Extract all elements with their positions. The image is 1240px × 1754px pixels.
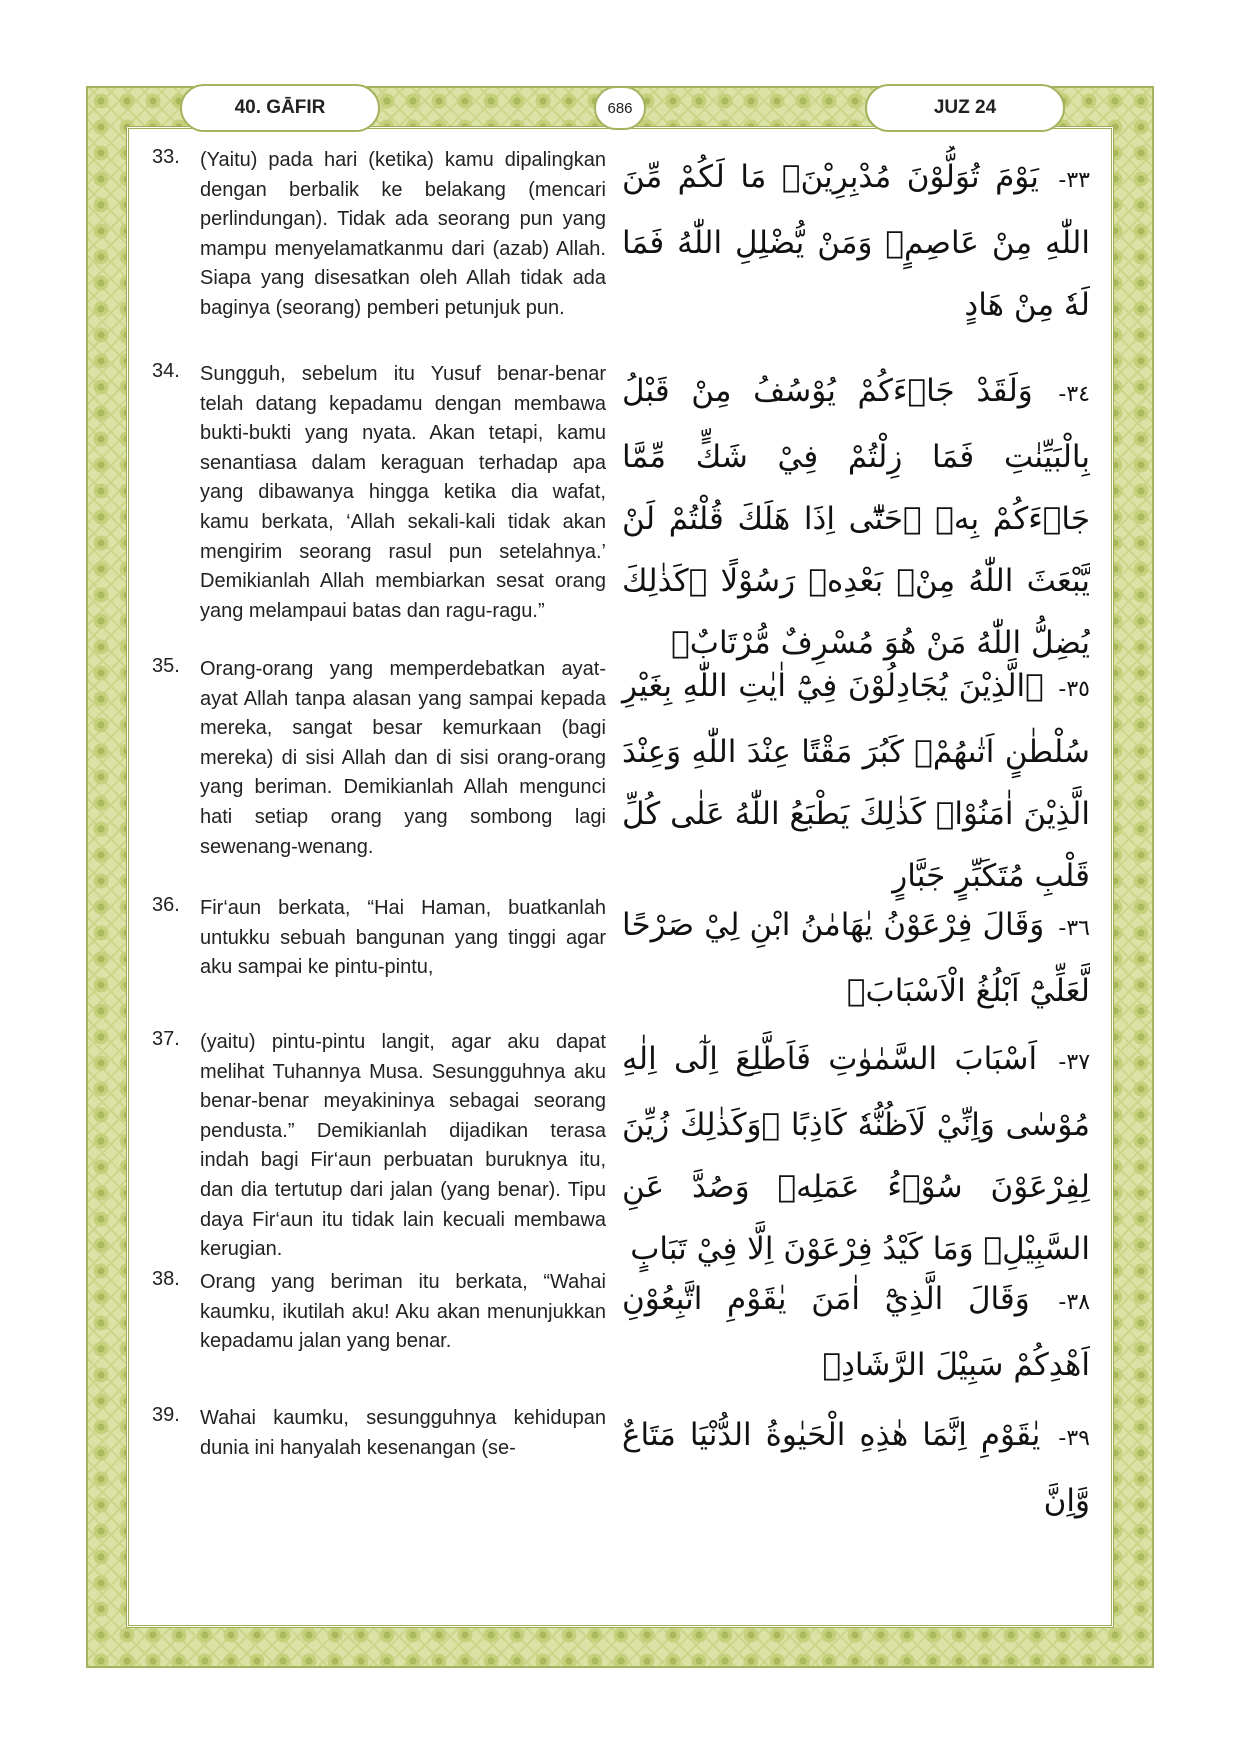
translation-block: [150, 655, 606, 862]
translation-text: Wahai kaumku, sesungguhnya kehidupan dunia ini hanyalah kesenangan (se-: [200, 1407, 606, 1459]
arabic-verse-number: ٣٥-: [1058, 677, 1090, 702]
translation-text: Fir‘aun berkata, “Hai Haman, buatkanlah untukku sebuah bangunan yang tinggi agar aku sampai ke pintu-pintu,: [200, 897, 606, 979]
verse-number: 35.: [152, 655, 180, 677]
arabic-text: وَلَقَدْ جَاۤءَكُمْ يُوْسُفُ مِنْ قَبْلُ بِالْبَيِّنٰتِ فَمَا زِلْتُمْ فِيْ شَكٍّ مِّمَّا جَاۤءَكُمْ بِهٖ ۗحَتّٰٓى اِذَا هَلَكَ قُلْتُمْ لَنْ يَّبْعَثَ اللّٰهُ مِنْۢ بَعْدِهٖ رَسُوْلًا ۗكَذٰلِكَ يُضِلُّ اللّٰهُ مَنْ هُوَ مُسْرِفٌ مُّرْتَابٌۙ: [622, 373, 1090, 661]
arabic-text: وَقَالَ فِرْعَوْنُ يٰهَامٰنُ ابْنِ لِيْ صَرْحًا لَّعَلِّيْٓ اَبْلُغُ الْاَسْبَابَۙ: [622, 907, 1090, 1009]
translation-text: (yaitu) pintu-pintu langit, agar aku dapat melihat Tuhannya Musa. Sesungguhnya aku benar-benar meyakininya sebagai seorang pendusta.” Demikianlah dijadikan terasa indah bagi Fir‘aun perbuatan buruknya itu, dan dia tertutup dari jalan (yang benar). Tipu daya Fir‘aun itu tidak lain kecuali membawa kerugian.: [200, 1031, 606, 1261]
translation-text: Sungguh, sebelum itu Yusuf benar-benar telah datang kepadamu dengan membawa bukti-bukti yang nyata. Akan tetapi, kamu senantiasa dalam keraguan terhadap apa yang dibawanya hingga ketika dia wafat, kamu berkata, ‘Allah sekali-kali tidak akan mengirim seorang rasul pun setelahnya.’ Demikianlah Allah membiarkan sesat orang yang melampaui batas dan ragu-ragu.”: [200, 363, 606, 622]
arabic-text-block: [622, 1028, 1090, 1280]
translation-block: [150, 1404, 606, 1463]
page-content: [150, 146, 1090, 1606]
arabic-text-block: [622, 1268, 1090, 1396]
translation-text: Orang-orang yang memperdebatkan ayat-ayat Allah tanpa alasan yang sampai kepada mereka, sangat besar kemurkaan (bagi mereka) di sisi Allah dan di sisi orang-orang yang beriman. Demikianlah Allah mengunci hati setiap orang yang sombong lagi sewenang-wenang.: [200, 658, 606, 858]
arabic-text: اَسْبَابَ السَّمٰوٰتِ فَاَطَّلِعَ اِلٰٓى اِلٰهِ مُوْسٰى وَاِنِّيْ لَاَظُنُّهٗ كَاذِبًا ۗوَكَذٰلِكَ زُيِّنَ لِفِرْعَوْنَ سُوْۤءُ عَمَلِهٖ وَصُدَّ عَنِ السَّبِيْلِۗ وَمَا كَيْدُ فِرْعَوْنَ اِلَّا فِيْ تَبَابٍ: [622, 1041, 1090, 1267]
translation-block: [150, 1268, 606, 1357]
translation-block: [150, 1028, 606, 1265]
page-number: 686: [594, 86, 646, 130]
arabic-text-block: [622, 894, 1090, 1022]
arabic-verse-number: ٣٤-: [1058, 382, 1090, 407]
surah-title: 40. GĀFIR: [180, 84, 380, 132]
translation-text: (Yaitu) pada hari (ketika) kamu dipalingkan dengan berbalik ke belakang (mencari perlindungan). Tidak ada seorang pun yang mampu menyelamatkanmu dari (azab) Allah. Siapa yang disesatkan oleh Allah tidak ada baginya (seorang) pemberi petunjuk pun.: [200, 149, 606, 319]
arabic-text: يَوْمَ تُوَلُّوْنَ مُدْبِرِيْنَۚ مَا لَكُمْ مِّنَ اللّٰهِ مِنْ عَاصِمٍۚ وَمَنْ يُّضْلِلِ اللّٰهُ فَمَا لَهٗ مِنْ هَادٍ: [622, 159, 1090, 323]
arabic-text-block: [622, 655, 1090, 907]
arabic-verse-number: ٣٣-: [1058, 168, 1090, 193]
verse-number: 38.: [152, 1268, 180, 1290]
juz-label: JUZ 24: [865, 84, 1065, 132]
translation-block: [150, 146, 606, 324]
translation-block: [150, 360, 606, 626]
arabic-text-block: [622, 146, 1090, 336]
arabic-verse-number: ٣٧-: [1058, 1050, 1090, 1075]
arabic-text-block: [622, 360, 1090, 674]
translation-block: [150, 894, 606, 983]
arabic-text: يٰقَوْمِ اِنَّمَا هٰذِهِ الْحَيٰوةُ الدُّنْيَا مَتَاعٌ ۖوَّاِنَّ: [622, 1417, 1090, 1519]
verse-number: 33.: [152, 146, 180, 168]
arabic-text-block: [622, 1404, 1090, 1532]
verse-number: 34.: [152, 360, 180, 382]
arabic-verse-number: ٣٨-: [1058, 1290, 1090, 1315]
translation-text: Orang yang beriman itu berkata, “Wahai kaumku, ikutilah aku! Aku akan menunjukkan kepadamu jalan yang benar.: [200, 1271, 606, 1353]
verse-number: 36.: [152, 894, 180, 916]
arabic-verse-number: ٣٦-: [1058, 916, 1090, 941]
arabic-text: وَقَالَ الَّذِيْٓ اٰمَنَ يٰقَوْمِ اتَّبِعُوْنِ اَهْدِكُمْ سَبِيْلَ الرَّشَادِۚ: [622, 1281, 1090, 1383]
verse-number: 39.: [152, 1404, 180, 1426]
verse-number: 37.: [152, 1028, 180, 1050]
arabic-text: ۨالَّذِيْنَ يُجَادِلُوْنَ فِيْٓ اٰيٰتِ اللّٰهِ بِغَيْرِ سُلْطٰنٍ اَتٰىهُمْۗ كَبُرَ مَقْتًا عِنْدَ اللّٰهِ وَعِنْدَ الَّذِيْنَ اٰمَنُوْاۗ كَذٰلِكَ يَطْبَعُ اللّٰهُ عَلٰى كُلِّ قَلْبِ مُتَكَبِّرٍ جَبَّارٍ: [622, 668, 1090, 894]
arabic-verse-number: ٣٩-: [1058, 1426, 1090, 1451]
